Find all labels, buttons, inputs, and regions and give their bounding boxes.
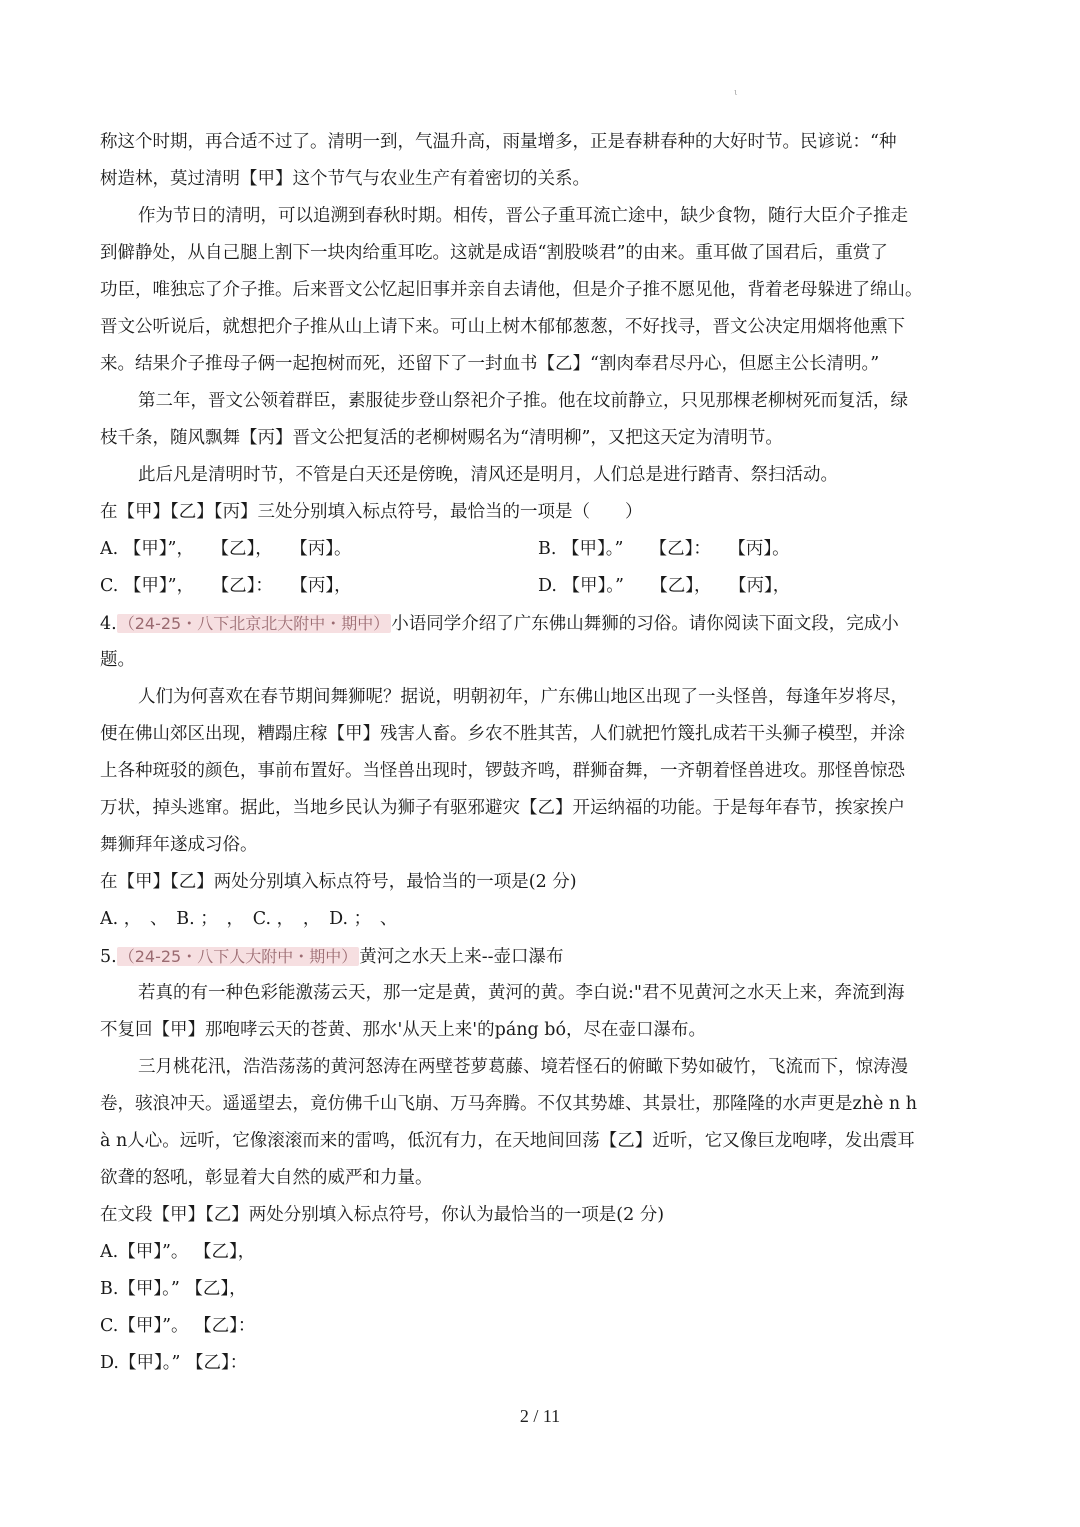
passage-line: 人们为何喜欢在春节期间舞狮呢？据说，明朝初年，广东佛山地区出现了一头怪兽，每逢年岁将尽， <box>138 687 908 707</box>
question-number: 5. <box>100 947 117 967</box>
passage-line: 不复回【甲】那咆哮云天的苍黄、那水'从天上来'的páng bó，尽在壶口瀑布。 <box>100 1020 707 1040</box>
passage-line: 称这个时期，再合适不过了。清明一到，气温升高，雨量增多，正是春耕春种的大好时节。民谚说：“种 <box>100 132 897 152</box>
question-5-header <box>100 938 980 975</box>
passage-line: 上各种斑驳的颜色，事前布置好。当怪兽出现时，锣鼓齐鸣，群狮奋舞，一齐朝着怪兽进攻。那怪兽惊恐 <box>100 761 905 781</box>
passage-line: 此后凡是清明时节，不管是白天还是傍晚，清风还是明月，人们总是进行踏青、祭扫活动。 <box>138 465 838 485</box>
passage-line: 功臣，唯独忘了介子推。后来晋文公忆起旧事并亲自去请他，但是介子推不愿见他，背着老母躲进了绵山。 <box>100 280 923 300</box>
passage-line: 枝千条，随风飘舞【丙】晋文公把复活的老柳树赐名为“清明柳”，又把这天定为清明节。 <box>100 428 783 448</box>
question-title: 黄河之水天上来--壶口瀑布 <box>359 947 564 967</box>
option-b: B.【甲】。” 【乙】， <box>100 1279 247 1299</box>
passage-line: 作为节日的清明，可以追溯到春秋时期。相传，晋公子重耳流亡途中，缺少食物，随行大臣介子推走 <box>138 206 908 226</box>
source-tag: （24-25・八下北京北大附中・期中） <box>118 614 390 633</box>
passage-line: 便在佛山郊区出现，糟蹋庄稼【甲】残害人畜。乡农不胜其苦，人们就把竹篾扎成若干头狮子模型，并涂 <box>100 724 905 744</box>
option-row <box>100 531 980 568</box>
question-title-cont: 题。 <box>100 650 135 670</box>
content <box>100 124 980 1382</box>
option-a: A. 【甲】”， 【乙】， 【丙】。 <box>100 539 352 559</box>
passage-line: 若真的有一种色彩能激荡云天，那一定是黄，黄河的黄。李白说:"君不见黄河之水天上来，奔流到海 <box>138 983 905 1003</box>
passage-line: 晋文公听说后，就想把介子推从山上请下来。可山上树木郁郁葱葱，不好找寻，晋文公决定用烟将他熏下 <box>100 317 905 337</box>
option-b: B. 【甲】。” 【乙】： 【丙】。 <box>538 539 790 559</box>
question-stem: 在【甲】【乙】【丙】三处分别填入标点符号，最恰当的一项是（ ） <box>100 502 643 522</box>
passage-line: 到僻静处，从自己腿上割下一块肉给重耳吃。这就是成语“割股啖君”的由来。重耳做了国君后，重赏了 <box>100 243 888 263</box>
passage-line: 树造林，莫过清明【甲】这个节气与农业生产有着密切的关系。 <box>100 169 590 189</box>
passage-line: 卷，骇浪冲天。遥遥望去，竟仿佛千山飞崩、万马奔腾。不仅其势雄、其景壮，那隆隆的水声更是zhè n h <box>100 1094 918 1114</box>
source-tag: （24-25・八下人大附中・期中） <box>118 947 358 966</box>
passage-line: 三月桃花汛，浩浩荡荡的黄河怒涛在两壁苍萝葛藤、境若怪石的俯瞰下势如破竹，飞流而下，惊涛漫 <box>138 1057 908 1077</box>
option-d: D. 【甲】。” 【乙】， 【丙】， <box>538 576 791 596</box>
passage-line: 第二年，晋文公领着群臣，素服徒步登山祭祀介子推。他在坟前静立，只见那棵老柳树死而复活，绿 <box>138 391 908 411</box>
corner-mark: ι <box>734 88 738 98</box>
question-stem: 在文段【甲】【乙】两处分别填入标点符号，你认为最恰当的一项是(2 分) <box>100 1205 665 1225</box>
passage-line: 万状，掉头逃窜。据此，当地乡民认为狮子有驱邪避灾【乙】开运纳福的功能。于是每年春节，挨家挨户 <box>100 798 905 818</box>
passage-line: à n人心。远听，它像滚滚而来的雷鸣，低沉有力，在天地间回荡【乙】近听，它又像巨龙咆哮，发出震耳 <box>100 1131 915 1151</box>
passage-line: 来。结果介子推母子俩一起抱树而死，还留下了一封血书【乙】“割肉奉君尽丹心，但愿主公长清明。” <box>100 354 880 374</box>
option-c: C.【甲】”。 【乙】： <box>100 1316 256 1336</box>
options-line: A. ， 、 B. ； ， C. ， ， D. ； 、 <box>100 909 398 929</box>
page-number: 2 / 11 <box>519 1406 561 1426</box>
option-a: A.【甲】”。 【乙】， <box>100 1242 256 1262</box>
question-title: 小语同学介绍了广东佛山舞狮的习俗。请你阅读下面文段，完成小 <box>391 614 899 634</box>
question-4-header <box>100 605 980 642</box>
passage-line: 欲聋的怒吼，彰显着大自然的威严和力量。 <box>100 1168 433 1188</box>
option-c: C. 【甲】”， 【乙】： 【丙】， <box>100 576 352 596</box>
question-number: 4. <box>100 614 117 634</box>
option-row <box>100 568 980 605</box>
passage-line: 舞狮拜年遂成习俗。 <box>100 835 258 855</box>
question-stem: 在【甲】【乙】两处分别填入标点符号，最恰当的一项是(2 分) <box>100 872 577 892</box>
option-d: D.【甲】。” 【乙】： <box>100 1353 248 1373</box>
